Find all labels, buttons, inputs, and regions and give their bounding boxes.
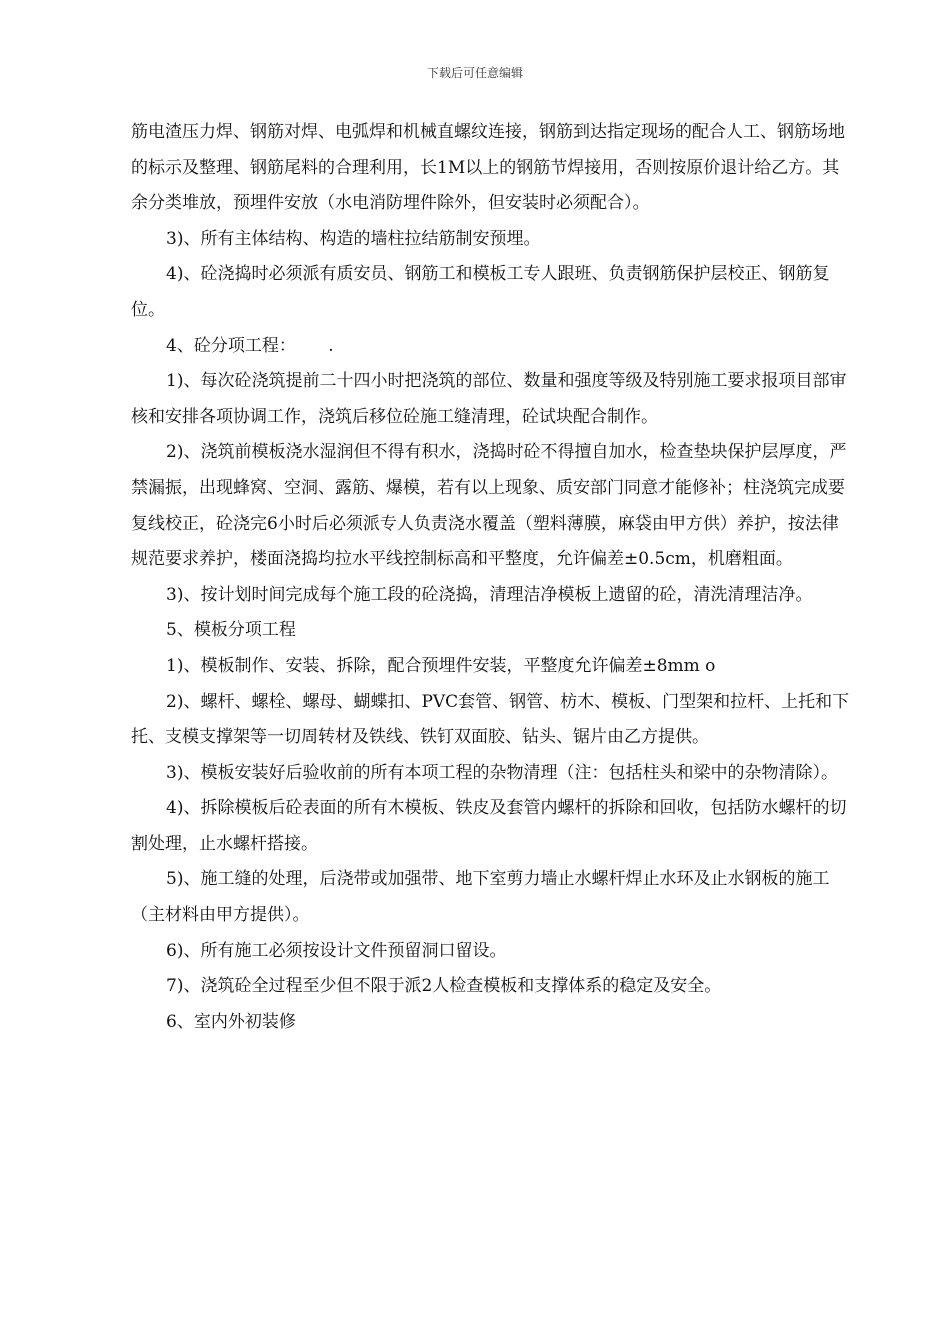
page-header: 下载后可任意编辑 xyxy=(426,66,523,80)
paragraph: 5)、施工缝的处理，后浇带或加强带、地下室剪力墙止水螺杆焊止水环及止水钢板的施工（主材料由甲方提供）。 xyxy=(131,869,830,926)
document-body xyxy=(131,115,851,1040)
paragraph: 3)、模板安装好后验收前的所有本项工程的杂物清理（注：包括柱头和梁中的杂物清除）。 xyxy=(166,762,838,783)
paragraph: 4)、拆除模板后砼表面的所有木模板、铁皮及套管内螺杆的拆除和回收，包括防水螺杆的切割处理，止水螺杆搭接。 xyxy=(131,798,847,854)
paragraph: 4)、砼浇捣时必须派有质安员、钢筋工和模板工专人跟班、负责钢筋保护层校正、钢筋复位。 xyxy=(131,264,830,320)
paragraph: 6)、所有施工必须按设计文件预留洞口留设。 xyxy=(166,940,507,961)
paragraph: 2)、螺杆、螺栓、螺母、蝴蝶扣、PVC套管、钢管、枋木、模板、门型架和拉杆、上托和下托、支模支撑架等一切周转材及铁线、铁钉双面胶、钻头、锯片由乙方提供。 xyxy=(131,691,850,748)
paragraph: 1)、每次砼浇筑提前二十四小时把浇筑的部位、数量和强度等级及特别施工要求报项目部审核和安排各项协调工作，浇筑后移位砼施工缝清理，砼试块配合制作。 xyxy=(131,371,847,427)
paragraph: 1)、模板制作、安装、拆除，配合预埋件安装，平整度允许偏差±8mm o xyxy=(166,655,716,676)
paragraph: 3)、所有主体结构、构造的墙柱拉结筋制安预埋。 xyxy=(166,228,541,249)
paragraph: 2)、浇筑前模板浇水湿润但不得有积水，浇捣时砼不得擅自加水，检查垫块保护层厚度，严禁漏振，出现蜂窝、空洞、露筋、爆模，若有以上现象、质安部门同意才能修补；柱浇筑完成要复线校正，砼浇完6小时后必须派专人负责浇水覆盖（塑料薄膜，麻袋由甲方供）养护，按法律规范要求养护，楼面浇捣均拉水平线控制标高和平整度，允许偏差±0.5cm，机磨粗面。 xyxy=(131,442,847,570)
paragraph: 筋电渣压力焊、钢筋对焊、电弧焊和机械直螺纹连接，钢筋到达指定现场的配合人工、钢筋场地的标示及整理、钢筋尾料的合理利用，长1M以上的钢筋节焊接用，否则按原价退计给乙方。其余分类堆放，预埋件安放（水电消防埋件除外，但安装时必须配合）。 xyxy=(131,122,845,214)
section-heading: 5、模板分项工程 xyxy=(166,620,296,641)
section-heading: 6、室内外初装修 xyxy=(166,1011,296,1032)
section-heading: 4、砼分项工程： . xyxy=(166,335,334,356)
paragraph: 7)、浇筑砼全过程至少但不限于派2人检查模板和支撑体系的稳定及安全。 xyxy=(166,976,722,997)
paragraph: 3)、按计划时间完成每个施工段的砼浇捣，清理洁净模板上遗留的砼，清洗清理洁净。 xyxy=(166,584,813,605)
